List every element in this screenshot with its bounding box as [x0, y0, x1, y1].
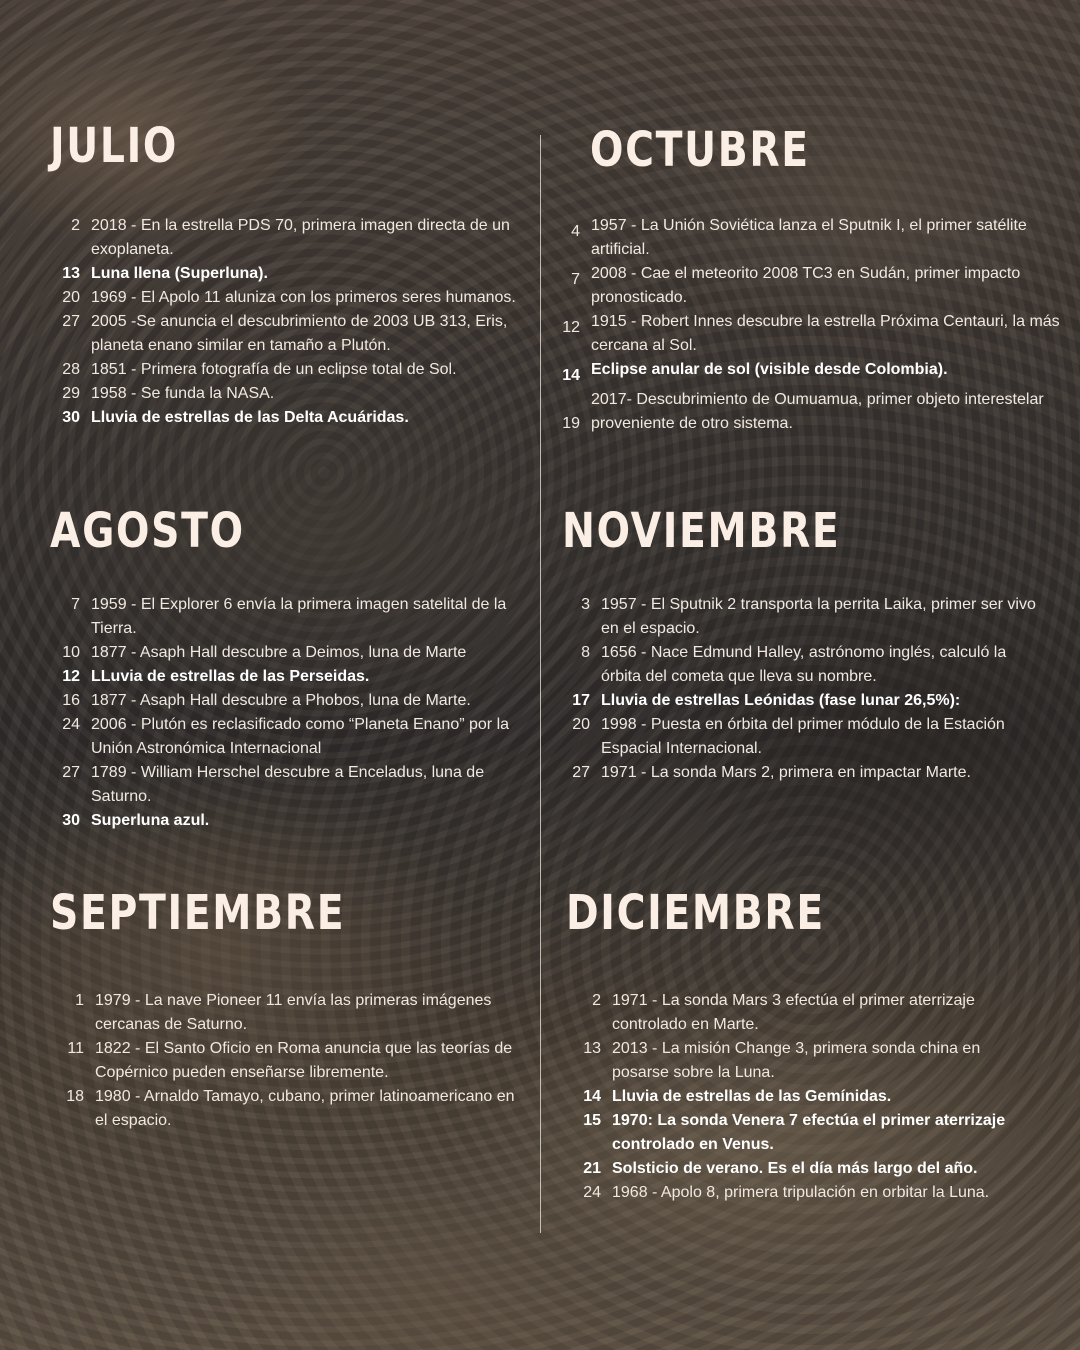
event-item: 4 1957 - La Unión Soviética lanza el Sputnik I, el primer satélite artificial.: [571, 217, 1027, 258]
month-title-septiembre: SEPTIEMBRE: [50, 885, 346, 941]
month-title-octubre: OCTUBRE: [590, 122, 810, 178]
event-item: 20 1969 - El Apolo 11 aluniza con los primeros seres humanos.: [62, 289, 516, 306]
event-item: 16 1877 - Asaph Hall descubre a Phobos, luna de Marte.: [62, 692, 471, 709]
event-item: 30 Lluvia de estrellas de las Delta Acuáridas.: [62, 409, 409, 426]
event-item: 11 1822 - El Santo Oficio en Roma anuncia que las teorías de Copérnico pueden enseñarse libremente.: [67, 1040, 513, 1081]
event-list-octubre: [550, 214, 1060, 436]
event-item: 17 Lluvia de estrellas Leónidas (fase lunar 26,5%):: [572, 692, 961, 709]
event-item: 2 2018 - En la estrella PDS 70, primera imagen directa de un exoplaneta.: [71, 217, 510, 258]
month-agosto: [50, 503, 520, 833]
month-julio: [50, 118, 520, 430]
event-item: 10 1877 - Asaph Hall descubre a Deimos, luna de Marte: [62, 644, 467, 661]
month-diciembre: [566, 885, 1036, 1205]
event-item: 7 2008 - Cae el meteorito 2008 TC3 en Sudán, primer impacto pronosticado.: [571, 265, 1021, 306]
event-item: 14 Lluvia de estrellas de las Gemínidas.: [583, 1088, 892, 1105]
event-item: 14 Eclipse anular de sol (visible desde Colombia).: [562, 361, 948, 384]
event-item: 24 1968 - Apolo 8, primera tripulación en orbitar la Luna.: [583, 1184, 990, 1201]
column-divider: [540, 135, 541, 1233]
event-list-diciembre: [571, 989, 1036, 1205]
event-item: 21 Solsticio de verano. Es el día más largo del año.: [583, 1160, 978, 1177]
month-octubre: [562, 122, 1060, 436]
event-item: 28 1851 - Primera fotografía de un eclipse total de Sol.: [62, 361, 457, 378]
month-title-julio: JULIO: [50, 118, 178, 174]
month-title-diciembre: DICIEMBRE: [566, 885, 825, 941]
event-item: 24 2006 - Plutón es reclasificado como “Planeta Enano” por la Unión Astronómica Internacional: [62, 716, 510, 757]
event-item: 15 1970: La sonda Venera 7 efectúa el primer aterrizaje controlado en Venus.: [583, 1112, 1006, 1153]
event-item: 12 1915 - Robert Innes descubre la estrella Próxima Centauri, la más cercana al Sol.: [562, 313, 1060, 354]
event-item: 27 2005 -Se anuncia el descubrimiento de 2003 UB 313, Eris, planeta enano similar en tamaño a Plutón.: [62, 313, 508, 354]
event-list-agosto: [50, 593, 520, 833]
event-item: 2 1971 - La sonda Mars 3 efectúa el primer aterrizaje controlado en Marte.: [592, 992, 975, 1033]
event-item: 27 1971 - La sonda Mars 2, primera en impactar Marte.: [572, 764, 971, 781]
event-item: 27 1789 - William Herschel descubre a Enceladus, luna de Saturno.: [62, 764, 485, 805]
month-noviembre: [562, 503, 1042, 785]
event-item: 18 1980 - Arnaldo Tamayo, cubano, primer latinoamericano en el espacio.: [66, 1088, 515, 1129]
month-title-agosto: AGOSTO: [50, 503, 245, 559]
month-septiembre: [50, 885, 520, 1133]
event-list-noviembre: [560, 593, 1042, 785]
event-item: 12 LLuvia de estrellas de las Perseidas.: [62, 668, 370, 685]
event-item: 13 2013 - La misión Change 3, primera sonda china en posarse sobre la Luna.: [583, 1040, 981, 1081]
event-item: 30 Superluna azul.: [62, 812, 210, 829]
event-item: 3 1957 - El Sputnik 2 transporta la perrita Laika, primer ser vivo en el espacio.: [581, 596, 1036, 637]
event-item: 29 1958 - Se funda la NASA.: [62, 385, 275, 402]
event-item: 19 2017- Descubrimiento de Oumuamua, primer objeto interestelar proveniente de otro sistema.: [562, 391, 1044, 432]
event-list-septiembre: [50, 989, 520, 1133]
event-item: 1 1979 - La nave Pioneer 11 envía las primeras imágenes cercanas de Saturno.: [75, 992, 492, 1033]
event-list-julio: [50, 214, 520, 430]
event-item: 7 1959 - El Explorer 6 envía la primera imagen satelital de la Tierra.: [71, 596, 507, 637]
month-title-noviembre: NOVIEMBRE: [562, 503, 841, 559]
event-item: 13 Luna llena (Superluna).: [62, 265, 268, 282]
event-item: 20 1998 - Puesta en órbita del primer módulo de la Estación Espacial Internacional.: [572, 716, 1005, 757]
event-item: 8 1656 - Nace Edmund Halley, astrónomo inglés, calculó la órbita del cometa que lleva su nombre.: [581, 644, 1007, 685]
